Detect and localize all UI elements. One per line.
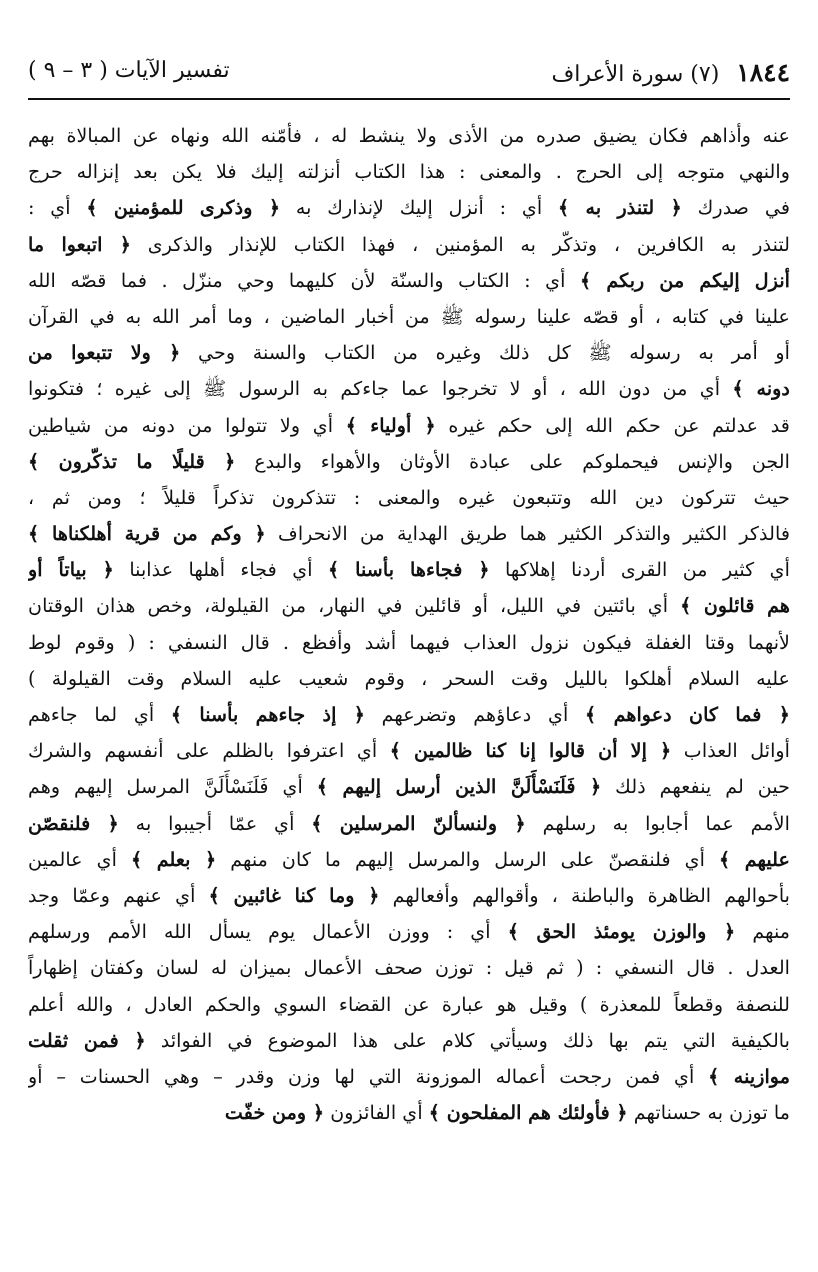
book-page: [28, 48, 790, 1240]
text-span: أي : ووزن الأعمال يوم يسأل الله الأمم ورسلهم: [28, 920, 508, 944]
text-span: أي فجاء أهلها عذابنا: [113, 558, 328, 582]
text-span: في صدرك: [681, 196, 790, 220]
quran-quote: ﴿ فجاءها بأسنا ﴾: [327, 558, 490, 582]
quran-quote: ﴿ أولياء ﴾: [345, 413, 436, 437]
text-line: [28, 661, 790, 697]
quran-quote: ﴿ فأولئك هم المفلحون ﴾: [428, 1101, 628, 1125]
text-line: [28, 733, 790, 769]
text-line: [28, 806, 790, 842]
text-span: أي : الكتاب والسنّة لأن كليهما وحي منزّل . فما قصّه الله: [28, 268, 580, 292]
text-line: [28, 227, 790, 263]
text-span: عنه وأذاهم فكان يضيق صدره من الأذى ولا ينشط له ، فأمّنه الله ونهاه عن المبالاة بهم: [28, 124, 790, 147]
text-span: ما توزن به حسناتهم: [627, 1101, 790, 1125]
text-line: [28, 588, 790, 624]
page-header: [28, 48, 790, 100]
quran-quote: ﴿ فَلَنَسْأَلَنَّ الذين أرسل إليهم ﴾: [316, 775, 602, 799]
text-span: أي ولا تتولوا من دونه من شياطين: [28, 413, 346, 437]
text-span: أو أمر به رسوله ﷺ كل ذلك وغيره من الكتاب والسنة وحي: [180, 341, 790, 365]
text-span: حيث تتركون دين الله وتتبعون غيره والمعنى : تتذكرون تذكراً قليلاً ؛ ومن ثم ،: [28, 485, 790, 509]
text-line: [28, 914, 790, 950]
quran-quote: ﴿ وذكرى للمؤمنين ﴾: [86, 196, 281, 220]
text-span: لتنذر به الكافرين ، وتذكّر به المؤمنين ، فهذا الكتاب للإنذار والذكرى: [130, 232, 790, 256]
text-span: أي : أنزل إليك لإنذارك به: [280, 196, 558, 220]
quran-quote: ﴿ اتبعوا ما: [28, 232, 131, 256]
text-span: أي كثير من القرى أردنا إهلاكها: [489, 558, 790, 582]
text-line: [28, 154, 790, 190]
quran-quote: ﴿ ولنسألنّ المرسلين ﴾: [311, 811, 526, 835]
quran-quote: ﴿ والوزن يومئذ الحق ﴾: [507, 920, 736, 944]
quran-quote: موازينه ﴾: [708, 1064, 790, 1088]
text-line: [28, 371, 790, 407]
quran-quote: دونه ﴾: [732, 377, 790, 401]
text-span: أي اعترفوا بالظلم على أنفسهم والشرك: [28, 739, 390, 763]
quran-quote: عليهم ﴾: [718, 847, 790, 871]
text-span: أي :: [28, 196, 87, 220]
text-span: العدل . قال النسفي : ( ثم قيل : توزن صحف الأعمال بميزان له لسان وكفتان إظهاراً: [28, 956, 790, 980]
text-span: أوائل العذاب: [671, 739, 790, 763]
quran-quote: ﴿ فلنقصّن: [28, 811, 119, 835]
text-span: أي فلنقصنّ على الرسل والمرسل إليهم ما كان منهم: [216, 847, 719, 871]
text-span: أي عمّا أجيبوا به: [118, 811, 312, 835]
text-span: أي بائتين في الليل، أو قائلين في النهار، من القيلولة، وخص هذان الوقتان: [28, 594, 681, 618]
header-right: [551, 58, 790, 87]
text-line: [28, 444, 790, 480]
text-line: [28, 625, 790, 661]
text-span: أي من دون الله ، أو لا تخرجوا عما جاءكم به الرسول ﷺ إلى غيره ؛ فتكونوا: [28, 377, 733, 401]
quran-quote: ﴿ فما كان دعواهم ﴾: [585, 703, 790, 726]
text-line: [28, 408, 790, 444]
text-span: علينا في كتابه ، أو قصّه علينا رسوله ﷺ من أخبار الماضين ، وما أمر الله به في القرآن: [28, 304, 790, 328]
text-span: للنصفة وقطعاً للمعذرة ) وقيل هو عبارة عن القضاء السوي والحكم العادل ، والله أعلم: [28, 992, 790, 1016]
text-span: قد عدلتم عن حكم الله إلى حكم غيره: [435, 413, 790, 437]
text-span: أي عالمين: [28, 847, 131, 871]
text-span: فالذكر الكثير والتذكر الكثير هما طريق الهداية من الانحراف: [265, 522, 790, 546]
text-span: أي لما جاءهم: [28, 703, 171, 726]
text-span: والنهي متوجه إلى الحرج . والمعنى : هذا الكتاب أنزلته إليك فلا يكن بعد إنزاله حرج: [28, 160, 790, 184]
text-span: بالكيفية التي يتم بها ذلك وسيأتي كلام على هذا الموضوع في الفوائد: [145, 1028, 790, 1052]
quran-quote: ﴿ إلا أن قالوا إنا كنا ظالمين ﴾: [389, 739, 672, 763]
text-line: [28, 299, 790, 335]
text-span: الجن والإنس فيحملوكم على عبادة الأوثان والأهواء والبدع: [235, 449, 790, 473]
quran-quote: ﴿ قليلًا ما تذكّرون ﴾: [28, 449, 236, 473]
quran-quote: أنزل إليكم من ربكم ﴾: [580, 268, 790, 292]
quran-quote: ﴿ وما كنا غائبين ﴾: [208, 883, 380, 907]
text-line: [28, 950, 790, 986]
quran-quote: ﴿ فمن ثقلت: [28, 1028, 146, 1052]
text-span: أي الفائزون: [324, 1101, 429, 1125]
text-span: عليه السلام أهلكوا بالليل وقت السحر ، وقوم شعيب عليه السلام وقت القيلولة ): [28, 666, 790, 690]
text-span: لأنهما وقتا الغفلة فيكون نزول العذاب فيهما أشد وأفظع . قال النسفي : ( وقوم لوط: [28, 630, 790, 654]
quran-quote: ﴿ لتنذر به ﴾: [557, 196, 682, 220]
text-span: الأمم عما أجابوا به رسلهم: [525, 811, 790, 835]
quran-quote: ﴿ بياتاً أو: [28, 558, 114, 582]
quran-quote: ﴿ إذ جاءهم بأسنا ﴾: [170, 703, 365, 726]
text-line: [28, 263, 790, 299]
text-line: [28, 1059, 790, 1095]
text-line: [28, 480, 790, 516]
surah-title: (٧) سورة الأعراف: [551, 62, 720, 87]
text-line: [28, 190, 790, 226]
section-title: تفسير الآيات ( ٣ – ٩ ): [28, 58, 230, 83]
page-number: ١٨٤٤: [736, 58, 790, 87]
quran-quote: هم قائلون ﴾: [680, 594, 790, 618]
text-span: حين لم ينفعهم ذلك: [601, 775, 790, 799]
text-line: [28, 1095, 790, 1131]
commentary-text: [28, 118, 790, 1131]
text-line: [28, 335, 790, 371]
text-line: [28, 516, 790, 552]
quran-quote: ﴿ ومن خفّت: [224, 1101, 325, 1125]
text-line: [28, 769, 790, 805]
text-line: [28, 552, 790, 588]
text-span: بأحوالهم الظاهرة والباطنة ، وأقوالهم وأفعالهم: [379, 883, 790, 907]
text-span: أي عنهم وعمّا وجد: [28, 883, 209, 907]
text-span: أي دعاؤهم وتضرعهم: [364, 703, 586, 726]
text-line: [28, 842, 790, 878]
text-span: منهم: [735, 920, 790, 944]
text-line: [28, 118, 790, 154]
text-line: [28, 697, 790, 733]
text-line: [28, 878, 790, 914]
text-span: أي فمن رجحت أعماله الموزونة التي لها وزن وقدر – وهي الحسنات – أو: [28, 1064, 709, 1088]
quran-quote: ﴿ بعلم ﴾: [130, 847, 217, 871]
quran-quote: ﴿ وكم من قرية أهلكناها ﴾: [28, 522, 266, 546]
quran-quote: ﴿ ولا تتبعوا من: [28, 341, 181, 365]
text-line: [28, 987, 790, 1023]
text-span: أي فَلَنَسْأَلَنَّ المرسل إليهم وهم: [28, 775, 317, 799]
text-line: [28, 1023, 790, 1059]
